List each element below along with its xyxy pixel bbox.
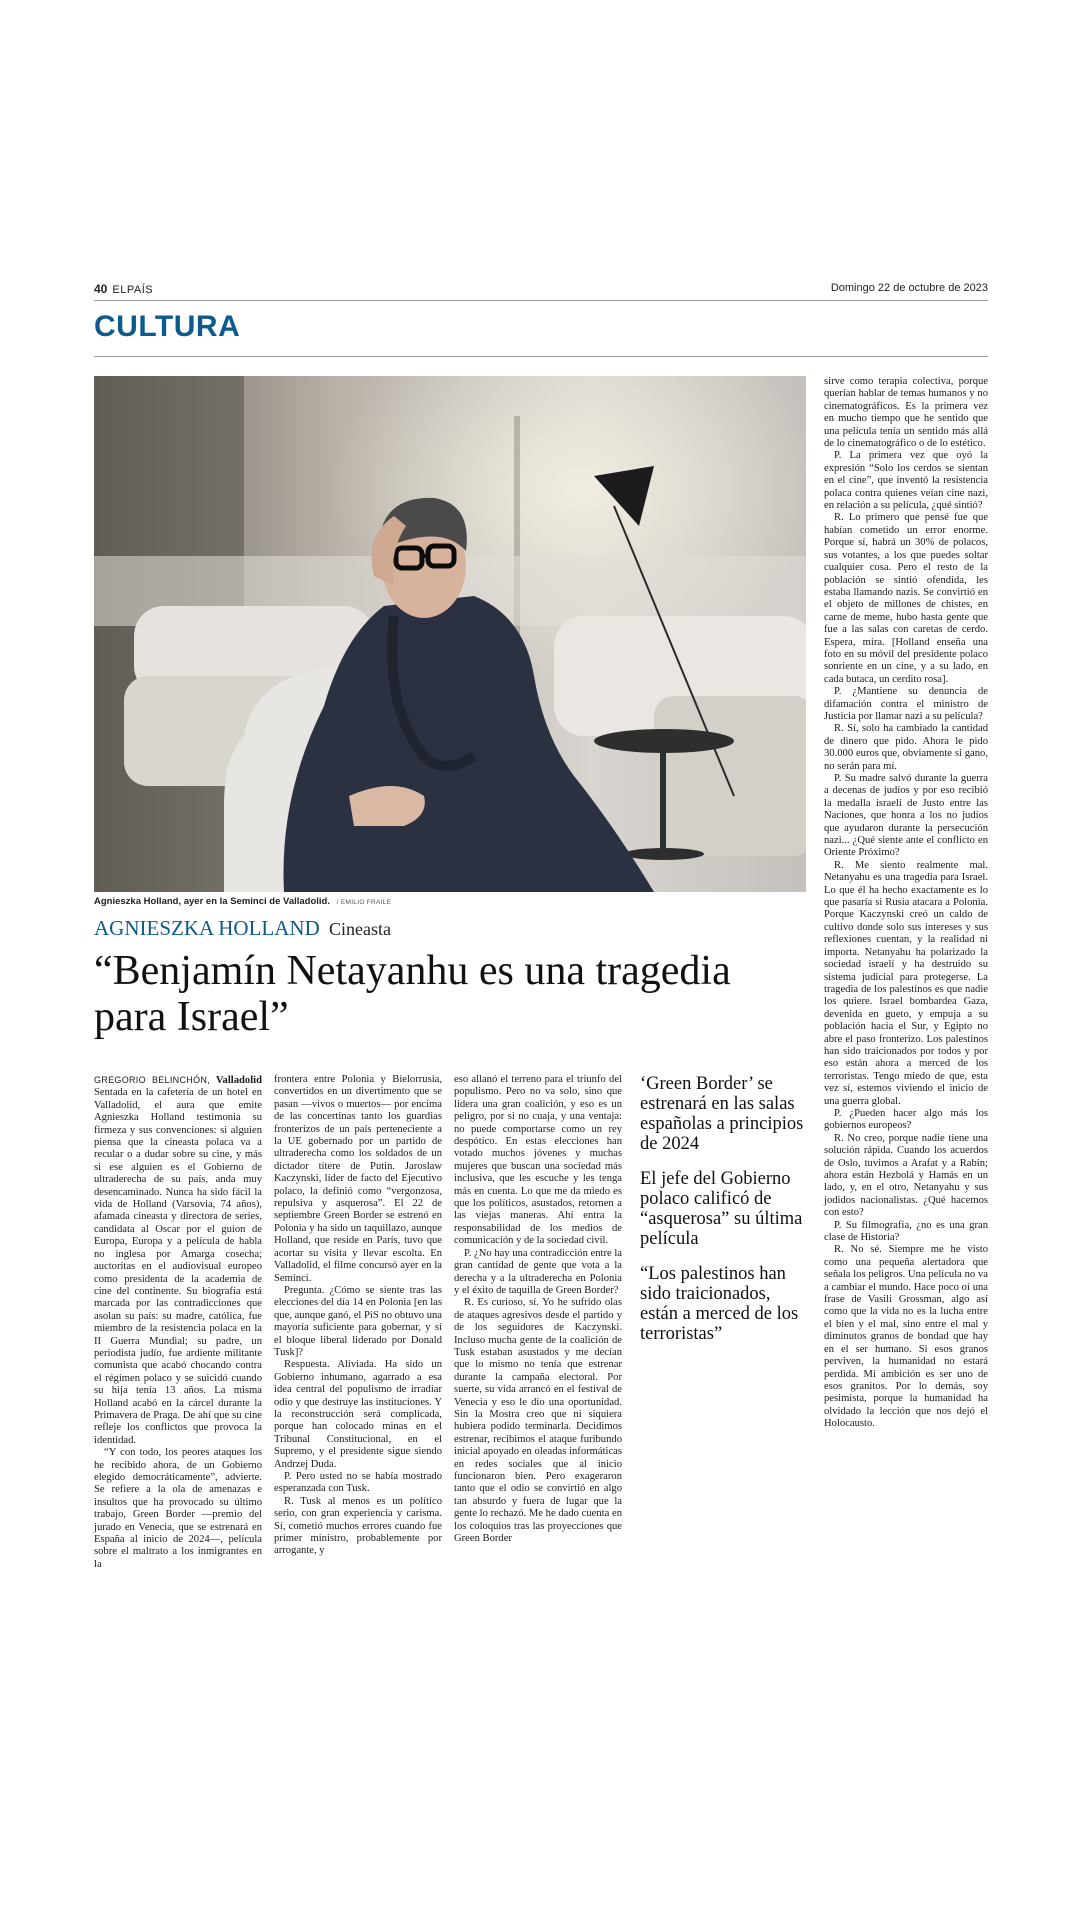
interviewee-role: Cineasta bbox=[328, 919, 391, 939]
paragraph: P. Pero usted no se había mostrado esperanzada con Tusk. bbox=[274, 1471, 442, 1495]
photo-caption bbox=[94, 896, 806, 907]
page-number: 40 bbox=[94, 282, 108, 296]
paragraph: P. ¿Mantiene su denuncia de difamación contra el ministro de Justicia por llamar nazi a su película? bbox=[824, 686, 988, 722]
paragraph: “Y con todo, los peores ataques los he recibido ahora, de un Gobierno elegido democráticamente”, advierte. Se refiere a la ola de amenazas e insultos que ha provocado su último trabajo, Green Border —premio del jurado en Venecia, que se estrenará en España al inicio de 2024—, película sobre el maltrato a los inmigrantes en la bbox=[94, 1447, 262, 1570]
pull-quotes bbox=[640, 1074, 808, 1359]
section-rule bbox=[94, 356, 988, 357]
paragraph: Sentada en la cafetería de un hotel en Valladolid, el aura que emite Agnieszka Holland testimonia su firmeza y sus convenciones: si alguien piensa que la cineasta polaca va a recular o a dudar sobre su cine, y más si ese alguien es el Gobierno de ultraderecha de su país, anda muy desencaminado. Nunca ha sido fácil la vida de Holland (Varsovia, 74 años), afamada cineasta y directora de series, candidata al Oscar por el guion de Europa, Europa y a película de habla no inglesa por Amarga cosecha; auctoritas en el audiovisual europeo como presidenta de la academia de cine del continente. Su biografía está marcada por las contradicciones que asolan su país: su madre, católica, fue miembro de la resistencia polaca en la II Guerra Mundial; su padre, un periodista judío, fue ardiente militante comunista que acabó chocando contra el régimen polaco y se suicidó cuando su hija tenía 13 años. La misma Holland acabó en la cárcel durante la Primavera de Praga. De ahí que su cine refleje los conflictos que provoca la identidad. bbox=[94, 1087, 262, 1446]
paragraph: sirve como terapia colectiva, porque querían hablar de temas humanos y no cinematográficos. Es la primera vez en mucho tiempo que he sentido que una película tenía un sentido más allá de lo cinematográfico o de lo estético. bbox=[824, 376, 988, 450]
newspaper-page bbox=[94, 282, 988, 1642]
paragraph: Pregunta. ¿Cómo se siente tras las elecciones del día 14 en Polonia [en las que, aunque ganó, el PiS no obtuvo una mayoría suficiente para gobernar, y sí el bloque liberal liderado por Donald Tusk]? bbox=[274, 1284, 443, 1358]
paragraph: R. Lo primero que pensé fue que habían cometido un error enorme. Porque sí, habrá un 30% de polacos, sus votantes, a los que puedes soltar cualquier cosa. Pero el resto de la población se sintió ofendida, les estaba llamando nazis. Se convirtió en el objeto de millones de chistes, en carne de meme, hubo hasta gente que fue a las salas con caretas de cerdo. Espera, mira. [Holland enseña una foto en su móvil del presidente polaco sonriente en un cine, y a su lado, en cada butaca, un cerdito rosa]. bbox=[824, 512, 988, 685]
paragraph: R. No creo, porque nadie tiene una solución rápida. Cuando los acuerdos de Oslo, tuvimos a Arafat y a Rabin; ahora están Hezbolá y Hamás en un lado, y, en el otro, Netanyahu y sus jodidos nacionalistas. ¿Qué hacemos con esto? bbox=[824, 1132, 988, 1219]
paragraph: P. Su filmografía, ¿no es una gran clase de Historia? bbox=[824, 1219, 988, 1244]
portrait-illustration bbox=[94, 376, 806, 892]
pull-quote: “Los palestinos han sido traicionados, están a merced de los terroristas” bbox=[640, 1264, 799, 1344]
byline-place: Valladolid bbox=[215, 1075, 262, 1086]
paragraph: Respuesta. Aliviada. Ha sido un Gobierno inhumano, agarrado a esa idea central del populismo de irradiar odio y que destruye las instituciones. Y la reconstrucción será complicada, porque han colocado minas en el Tribunal Constitucional, en el Supremo, y el presidente sigue siendo Andrzej Duda. bbox=[274, 1359, 442, 1470]
paragraph: frontera entre Polonia y Bielorrusia, convertidos en un divertimento que se pasan —vivos o muertos— por encima de las concertinas tanto los guardias fronterizos de un país perteneciente a la UE gobernado por un partido de ultraderecha como los soldados de un dictador títere de Putin. Jaroslaw Kaczynski, líder de facto del Ejecutivo polaco, la definió como “vergonzosa, repulsiva y asquerosa”. El 22 de septiembre Green Border se estrenó en Polonia y ha sido un taquillazo, aunque Holland, que reside en París, tuvo que acortar su visita y llevar escolta. En Valladolid, el filme concursó ayer en la Seminci. bbox=[274, 1074, 442, 1284]
paragraph: P. ¿No hay una contradicción entre la gran cantidad de gente que vota a la derecha y a la ultraderecha en Polonia y el éxito de taquilla de Green Border? bbox=[454, 1247, 622, 1296]
pull-quote: ‘Green Border’ se estrenará en las salas españolas a principios de 2024 bbox=[640, 1074, 804, 1154]
newspaper-name: ELPAÍS bbox=[112, 284, 154, 296]
interviewee-name: AGNIESZKA HOLLAND bbox=[94, 916, 320, 940]
paragraph: R. Es curioso, sí. Yo he sufrido olas de ataques agresivos desde el partido y de los seguidores de Kaczynski. Incluso mucha gente de la coalición de Tusk estaban asustados y me decían que lo mismo no tenía que estrenar durante la campaña electoral. Por suerte, su vida arrancó en el festival de Venecia y eso le dio una oportunidad. Sin la Mostra creo que ni siquiera hubiera podido terminarla. Decidimos estrenar, recibimos el ataque furibundo inicial apoyado en oleadas informáticas en redes sociales que al inicio funcionaron bien. Pero exageraron tanto que el odio se convirtió en algo tan absurdo y fuera de lugar que la gente lo rechazó. Me he dado cuenta en los coloquios tras las proyecciones que Green Border bbox=[454, 1297, 622, 1545]
paragraph: R. No sé. Siempre me he visto como una pequeña alertadora que señala los peligros. Una película no va a cambiar el mundo. Hace poco oí una frase de Vasili Grossman, algo así como que la vida no es la lucha entre el bien y el mal, sino entre el mal y diminutos granos de bondad que hay en el ser humano. Si esos granos perviven, la humanidad no estará perdida. Mi ambición es ser uno de esos granitos. Por lo demás, soy pesimista, porque la humanidad ha olvidado la lección que nos dejó el Holocausto. bbox=[824, 1244, 988, 1430]
body-column-5 bbox=[824, 376, 988, 1431]
interviewee-kicker bbox=[94, 916, 391, 941]
paragraph: P. La primera vez que oyó la expresión “Solo los cerdos se sientan en el cine”, que inventó la resistencia polaca contra quienes veían cine nazi, en relación a su película, ¿qué sintió? bbox=[824, 450, 988, 512]
pull-quote: El jefe del Gobierno polaco calificó de “asquerosa” su última película bbox=[640, 1169, 803, 1249]
section-title: CULTURA bbox=[94, 310, 241, 343]
paragraph: R. Me siento realmente mal. Netanyahu es una tragedia para Israel. Lo que él ha hecho exactamente es lo que pasaría si Rusia atacara a Polonia. Porque Kaczynski creó un caldo de cultivo donde solo sus intereses y sus reflexiones cuentan, y la realidad ni importa. Netanyahu ha polarizado la sociedad israelí y ha destruido su sistema judicial para protegerse. La tragedia de los palestinos es que nadie los quiere. Israel bombardea Gaza, devenida en gueto, y empuja a su población hacia el Sur, y Egipto no abre el paso fronterizo. Los palestinos han sido traicionados por todos y por eso están ahora a merced de los terroristas. Tengo miedo de que, esta vez sí, estemos viviendo el inicio de una guerra global. bbox=[824, 859, 988, 1107]
paragraph: P. Su madre salvó durante la guerra a decenas de judíos y por eso recibió la medalla israelí de Justo entre las Naciones, que honra a los no judíos que ayudaron durante la persecución nazi... ¿Qué siente ante el conflicto en Oriente Próximo? bbox=[824, 773, 988, 859]
article-lead-paragraph bbox=[94, 1074, 262, 1447]
paragraph: R. Tusk al menos es un político serio, con gran experiencia y carisma. Sí, cometió muchos errores cuando fue primer ministro, probablemente por arrogante, y bbox=[274, 1495, 442, 1557]
body-column-2 bbox=[274, 1074, 442, 1558]
photo-credit: / EMILIO FRAILE bbox=[336, 899, 392, 906]
masthead bbox=[94, 282, 988, 300]
paragraph: eso allanó el terreno para el triunfo del populismo. Pero no va solo, sino que lidera una gran coalición, y eso es un peligro, por si no cuaja, y una ventaja: no puede comportarse como un rey despótico. En estas elecciones han votado muchos jóvenes y muchas mujeres que buscan una sociedad más inclusiva, que les escuche y les tenga más en cuenta. Lo que me da miedo es que los políticos, asustados, retornen a las viejas maneras. Ahí entra la responsabilidad de los medios de comunicación y de la sociedad civil. bbox=[454, 1074, 622, 1247]
paragraph: R. Sí, solo ha cambiado la cantidad de dinero que pido. Ahora le pido 30.000 euros que, obviamente si gano, no serán para mí. bbox=[824, 723, 988, 772]
article-photo bbox=[94, 376, 806, 892]
masthead-rule bbox=[94, 300, 988, 301]
body-column-1 bbox=[94, 1074, 262, 1571]
issue-date: Domingo 22 de octubre de 2023 bbox=[830, 282, 988, 294]
body-column-3 bbox=[454, 1074, 622, 1545]
headline: “Benjamín Netayanhu es una tragedia para Israel” bbox=[94, 948, 731, 1040]
caption-text: Agnieszka Holland, ayer en la Seminci de Valladolid. bbox=[94, 896, 330, 907]
byline-author: GREGORIO BELINCHÓN, bbox=[94, 1075, 210, 1085]
paragraph: P. ¿Pueden hacer algo más los gobiernos europeos? bbox=[824, 1107, 988, 1132]
